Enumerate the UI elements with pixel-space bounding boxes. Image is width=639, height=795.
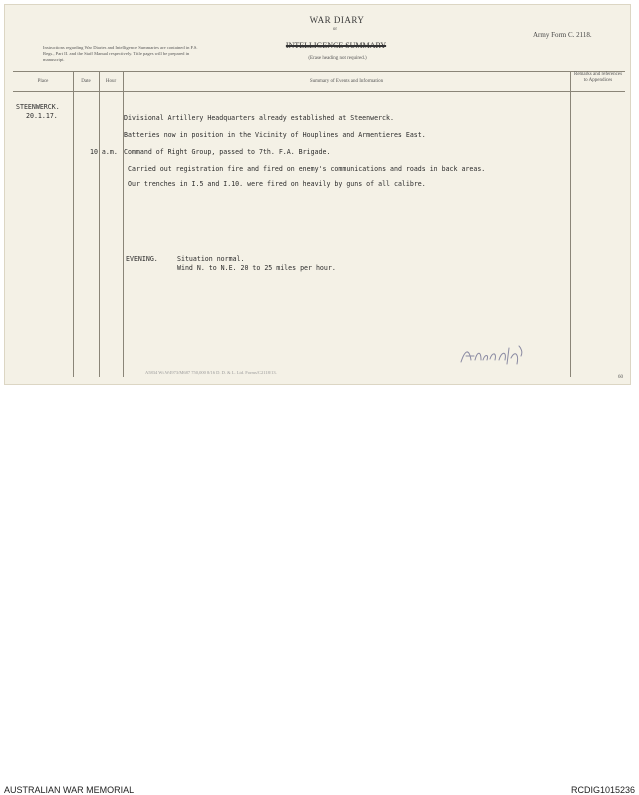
column-header-remarks: Remarks and references to Appendices	[573, 72, 623, 83]
entry-line: Our trenches in I.5 and I.10. were fired on heavily by guns of all calibre.	[128, 180, 426, 188]
form-intelligence-summary: INTELLIGENCE SUMMARY	[285, 41, 387, 50]
column-header-hour: Hour	[105, 79, 117, 84]
form-or: or	[332, 27, 338, 32]
signature-icon	[457, 340, 527, 370]
entry-line: Carried out registration fire and fired on enemy's communications and roads in back areas.	[128, 165, 486, 173]
page-mark: 60	[618, 375, 623, 380]
entry-line: Divisional Artillery Headquarters already established at Steenwerck.	[124, 114, 394, 122]
form-instructions: Instructions regarding War Diaries and Intelligence Summaries are contained in F.S. Regs., Part II. and the Staff Manual respectively. Title pages will be prepared in manuscript.	[43, 45, 198, 62]
column-header-place: Place	[37, 79, 49, 84]
entry-line: Batteries now in position in the Vicinity of Houplines and Armentieres East.	[124, 131, 426, 139]
form-title: WAR DIARY	[309, 15, 365, 25]
column-divider	[73, 71, 74, 377]
column-header-date: Date	[81, 79, 91, 84]
column-divider	[570, 71, 571, 377]
archive-bar	[0, 390, 639, 795]
form-erase-note: (Erase heading not required.)	[308, 56, 367, 61]
diary-page	[4, 4, 631, 385]
column-header-summary: Summary of Events and Information	[309, 79, 384, 84]
entry-hour: 10 a.m.	[90, 148, 118, 156]
column-divider	[99, 71, 100, 377]
entry-evening-line: Situation normal.	[177, 255, 245, 263]
entry-date: 20.1.17.	[26, 112, 58, 120]
archive-credit: AUSTRALIAN WAR MEMORIAL	[4, 785, 135, 795]
army-form-number: Army Form C. 2118.	[533, 31, 592, 39]
entry-evening-label: EVENING.	[126, 255, 158, 263]
table-header-rule	[13, 91, 625, 92]
printer-imprint: A5834 Wt.W4973/M687 750,000 8/16 D. D. & L. Ltd. Forms/C2118/13.	[145, 370, 277, 375]
entry-evening-line: Wind N. to N.E. 20 to 25 miles per hour.	[177, 264, 336, 272]
table-top-rule	[13, 71, 625, 72]
archive-id: RCDIG1015236	[570, 785, 635, 795]
entry-line: Command of Right Group, passed to 7th. F.A. Brigade.	[124, 148, 331, 156]
entry-place: STEENWERCK.	[16, 103, 60, 111]
